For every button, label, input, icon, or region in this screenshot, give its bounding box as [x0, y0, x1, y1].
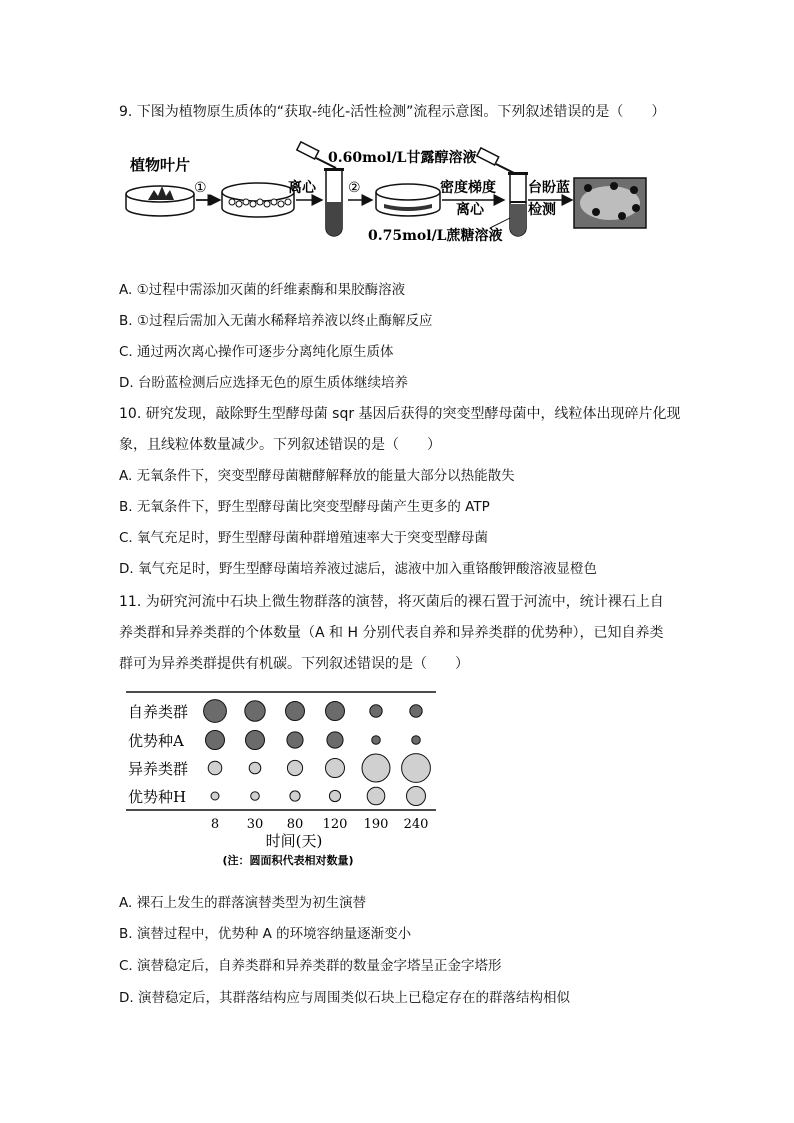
bubble — [287, 732, 303, 748]
time-tick-label: 30 — [246, 817, 264, 832]
row-label: 优势种A — [128, 732, 184, 750]
row-label: 异养类群 — [128, 760, 189, 778]
centrifuge-tube-1 — [324, 168, 344, 236]
bubble — [372, 736, 381, 745]
density-label-1: 密度梯度 — [440, 180, 496, 196]
stain-label-2: 检测 — [528, 202, 556, 218]
bubble — [286, 702, 305, 721]
petri-dish-protoplasts — [222, 183, 294, 217]
bubble — [208, 761, 222, 775]
centrifuge-label: 离心 — [288, 180, 316, 196]
q9-option-c: C. 通过两次离心操作可逐步分离纯化原生质体 — [119, 344, 394, 360]
microscope-view — [574, 178, 646, 228]
q11-option-a: A. 裸石上发生的群落演替类型为初生演替 — [119, 895, 367, 911]
q11-option-d: D. 演替稳定后，其群落结构应与周围类似石块上已稳定存在的群落结构相似 — [119, 990, 570, 1006]
q11-bubble-chart — [118, 684, 448, 874]
bubble — [362, 754, 390, 782]
row-label: 优势种H — [128, 788, 187, 806]
bubble — [206, 731, 225, 750]
q10-option-a: A. 无氧条件下，突变型酵母菌糖酵解释放的能量大部分以热能散失 — [119, 468, 515, 484]
stain-label-1: 台盼蓝 — [528, 180, 570, 196]
bubble — [251, 792, 260, 801]
bubble — [246, 731, 265, 750]
time-tick-label: 240 — [403, 817, 429, 832]
bubble — [245, 701, 265, 721]
bubble — [367, 787, 385, 805]
time-tick-label: 120 — [322, 817, 348, 832]
time-tick-label: 8 — [210, 817, 220, 832]
q10-option-c: C. 氧气充足时，野生型酵母菌种群增殖速率大于突变型酵母菌 — [119, 530, 489, 546]
q9-option-b: B. ①过程后需加入无菌水稀释培养液以终止酶解反应 — [119, 313, 433, 329]
row-label: 自养类群 — [128, 703, 189, 721]
bubble — [327, 732, 343, 748]
step2-label: ② — [348, 180, 361, 196]
step1-label: ① — [194, 180, 207, 196]
q9-option-a: A. ①过程中需添加灭菌的纤维素酶和果胶酶溶液 — [119, 282, 406, 298]
chart-note: (注：圆面积代表相对数量) — [222, 854, 354, 867]
bubble — [402, 754, 431, 783]
time-tick-label: 190 — [363, 817, 389, 832]
bubble — [326, 702, 345, 721]
bubble — [204, 700, 227, 723]
bubble — [329, 790, 340, 801]
sucrose-label: 0.75mol/L蔗糖溶液 — [368, 228, 503, 244]
bubble — [287, 760, 302, 775]
q10-stem-2: 象，且线粒体数量减少。下列叙述错误的是（ ） — [119, 437, 441, 453]
bubble — [326, 759, 345, 778]
q9-process-figure — [118, 140, 658, 250]
pipette-2 — [477, 148, 516, 174]
q11-stem-2: 养类群和异养类群的个体数量（A 和 H 分别代表自养和异养类群的优势种），已知自养类 — [119, 625, 664, 641]
sucrose-pointer — [490, 218, 510, 228]
density-label-2: 离心 — [456, 202, 484, 218]
petri-dish-leaf — [126, 186, 194, 216]
time-tick-label: 80 — [286, 817, 304, 832]
bubble — [370, 705, 382, 717]
leaf-label: 植物叶片 — [130, 156, 191, 174]
bubble — [211, 792, 219, 800]
q11-stem-3: 群可为异养类群提供有机碳。下列叙述错误的是（ ） — [119, 656, 469, 672]
q11-stem-1: 11. 为研究河流中石块上微生物群落的演替，将灭菌后的裸石置于河流中，统计裸石上自 — [119, 594, 664, 610]
q11-option-b: B. 演替过程中，优势种 A 的环境容纳量逐渐变小 — [119, 926, 412, 942]
mannitol-label: 0.60mol/L甘露醇溶液 — [328, 150, 477, 166]
centrifuge-tube-2 — [508, 172, 528, 236]
bubble — [249, 762, 261, 774]
petri-dish-pellet — [376, 184, 440, 216]
bubble — [407, 787, 426, 806]
bubble — [290, 791, 300, 801]
chart-xlabel: 时间(天) — [265, 832, 323, 850]
q9-option-d: D. 台盼蓝检测后应选择无色的原生质体继续培养 — [119, 375, 408, 391]
q9-stem: 9. 下图为植物原生质体的“获取-纯化-活性检测”流程示意图。下列叙述错误的是（ ） — [119, 104, 666, 120]
q10-option-d: D. 氧气充足时，野生型酵母菌培养液过滤后，滤液中加入重铬酸钾酸溶液显橙色 — [119, 561, 597, 577]
bubble — [410, 705, 422, 717]
bubble — [412, 736, 421, 745]
q10-stem-1: 10. 研究发现，敲除野生型酵母菌 sqr 基因后获得的突变型酵母菌中，线粒体出现碎片化现 — [119, 406, 681, 422]
q11-option-c: C. 演替稳定后，自养类群和异养类群的数量金字塔呈正金字塔形 — [119, 958, 502, 974]
q10-option-b: B. 无氧条件下，野生型酵母菌比突变型酵母菌产生更多的 ATP — [119, 499, 490, 515]
